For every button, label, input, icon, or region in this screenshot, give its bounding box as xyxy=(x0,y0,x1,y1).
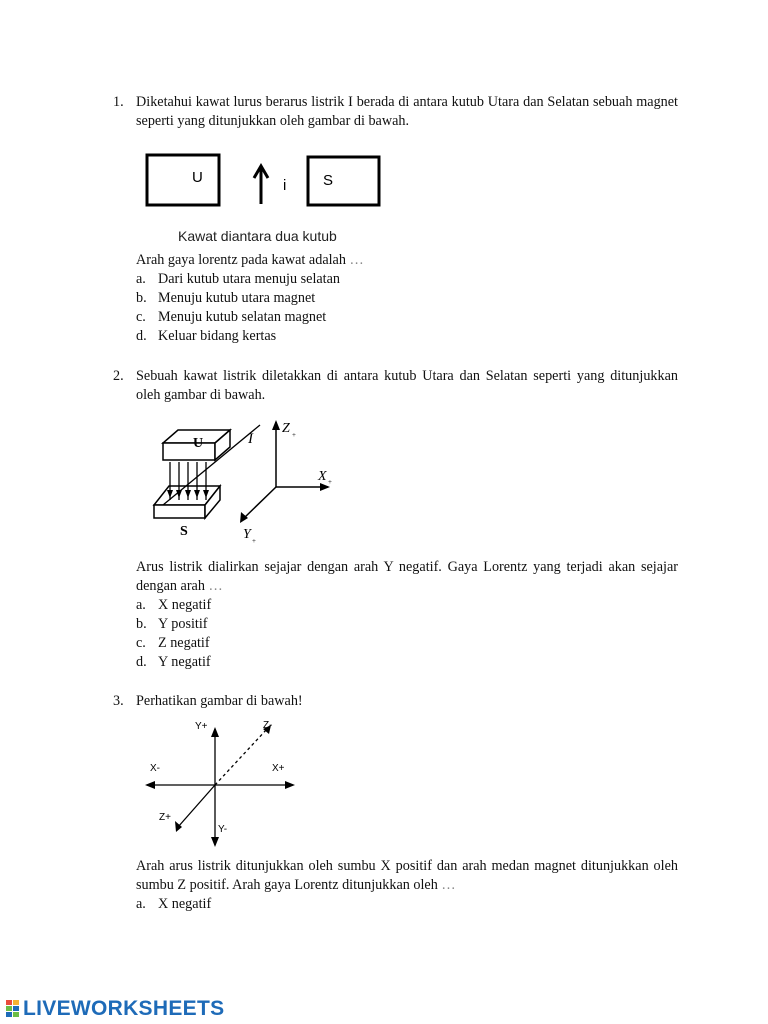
question-text: Sebuah kawat listrik diletakkan di antara kutub Utara dan Selatan seperti yang ditunjukkan oleh gambar di bawah. xyxy=(136,368,678,403)
question-prompt: Arus listrik dialirkan sejajar dengan arah Y negatif. Gaya Lorentz yang terjadi akan sejajar dengan arah … xyxy=(136,559,678,594)
y-neg-arrow-icon xyxy=(211,837,219,847)
option-a[interactable]: a. X negatif xyxy=(136,896,212,912)
figure-caption: Kawat diantara dua kutub xyxy=(178,228,337,244)
z-axis-plus: + xyxy=(292,431,296,439)
option-d[interactable]: d. Keluar bidang kertas xyxy=(136,328,277,344)
option-a[interactable]: a. X negatif xyxy=(136,597,212,613)
question-number: 1. xyxy=(113,94,124,110)
options-list xyxy=(136,270,678,346)
y-pos-arrow-icon xyxy=(211,727,219,737)
south-pole-label: S xyxy=(323,172,334,189)
x-neg-label: X- xyxy=(150,763,160,774)
z-neg-axis-line xyxy=(215,729,267,785)
y-pos-label: Y+ xyxy=(195,721,208,732)
z-axis-label: Z xyxy=(282,421,290,436)
north-pole-box xyxy=(147,155,219,205)
question-number: 2. xyxy=(113,368,124,384)
x-pos-label: X+ xyxy=(272,763,285,774)
options-list xyxy=(136,895,678,914)
south-pole-box xyxy=(308,157,379,205)
figure-magnet-3d-axes xyxy=(145,410,345,550)
z-pos-label: Z+ xyxy=(159,812,171,823)
x-pos-arrow-icon xyxy=(285,781,295,789)
option-c[interactable]: c. Menuju kutub selatan magnet xyxy=(136,309,327,325)
logo-text: LIVEWORKSHEETS xyxy=(23,997,225,1020)
z-arrow-icon xyxy=(272,420,280,430)
north-pole-label: U xyxy=(192,169,203,186)
question-number: 3. xyxy=(113,693,124,709)
option-c[interactable]: c. Z negatif xyxy=(136,635,210,651)
option-d[interactable]: d. Y negatif xyxy=(136,654,211,670)
figure-wire-between-poles xyxy=(140,148,390,248)
option-b[interactable]: b. Menuju kutub utara magnet xyxy=(136,290,316,306)
figure-3d-axes xyxy=(145,715,305,855)
option-a[interactable]: a. Dari kutub utara menuju selatan xyxy=(136,271,341,287)
current-label: I xyxy=(248,431,253,447)
y-axis-line xyxy=(242,487,276,520)
y-axis-plus: + xyxy=(252,537,256,545)
bottom-magnet-label: S xyxy=(180,524,188,539)
y-arrow-icon xyxy=(240,512,248,523)
current-label: i xyxy=(283,177,287,194)
question-3 xyxy=(113,692,678,711)
question-prompt: Arah gaya lorentz pada kawat adalah … xyxy=(136,252,364,268)
z-pos-arrow-icon xyxy=(175,821,182,832)
question-text: Diketahui kawat lurus berarus listrik I berada di antara kutub Utara dan Selatan sebuah magnet seperti yang ditunjukkan oleh gambar di bawah. xyxy=(136,94,678,129)
question-1-answers xyxy=(113,251,678,346)
z-pos-axis-line xyxy=(178,785,215,827)
logo-grid-icon xyxy=(6,1000,20,1018)
y-neg-label: Y- xyxy=(218,824,228,835)
top-magnet-label: U xyxy=(193,436,204,451)
question-3-answers xyxy=(113,857,678,914)
question-text: Perhatikan gambar di bawah! xyxy=(136,693,303,709)
question-prompt: Arah arus listrik ditunjukkan oleh sumbu X positif dan arah medan magnet ditunjukkan oleh sumbu Z positif. Arah gaya Lorentz ditunjukkan oleh … xyxy=(136,858,678,893)
liveworksheets-logo xyxy=(6,997,224,1021)
option-b[interactable]: b. Y positif xyxy=(136,616,208,632)
x-neg-arrow-icon xyxy=(145,781,155,789)
question-1 xyxy=(113,93,678,131)
x-axis-plus: + xyxy=(328,478,332,486)
question-2 xyxy=(113,367,678,405)
z-neg-label: Z- xyxy=(263,720,273,731)
options-list xyxy=(136,596,678,672)
x-axis-label: X xyxy=(318,469,327,484)
question-2-answers xyxy=(113,558,678,672)
y-axis-label: Y xyxy=(243,527,251,542)
